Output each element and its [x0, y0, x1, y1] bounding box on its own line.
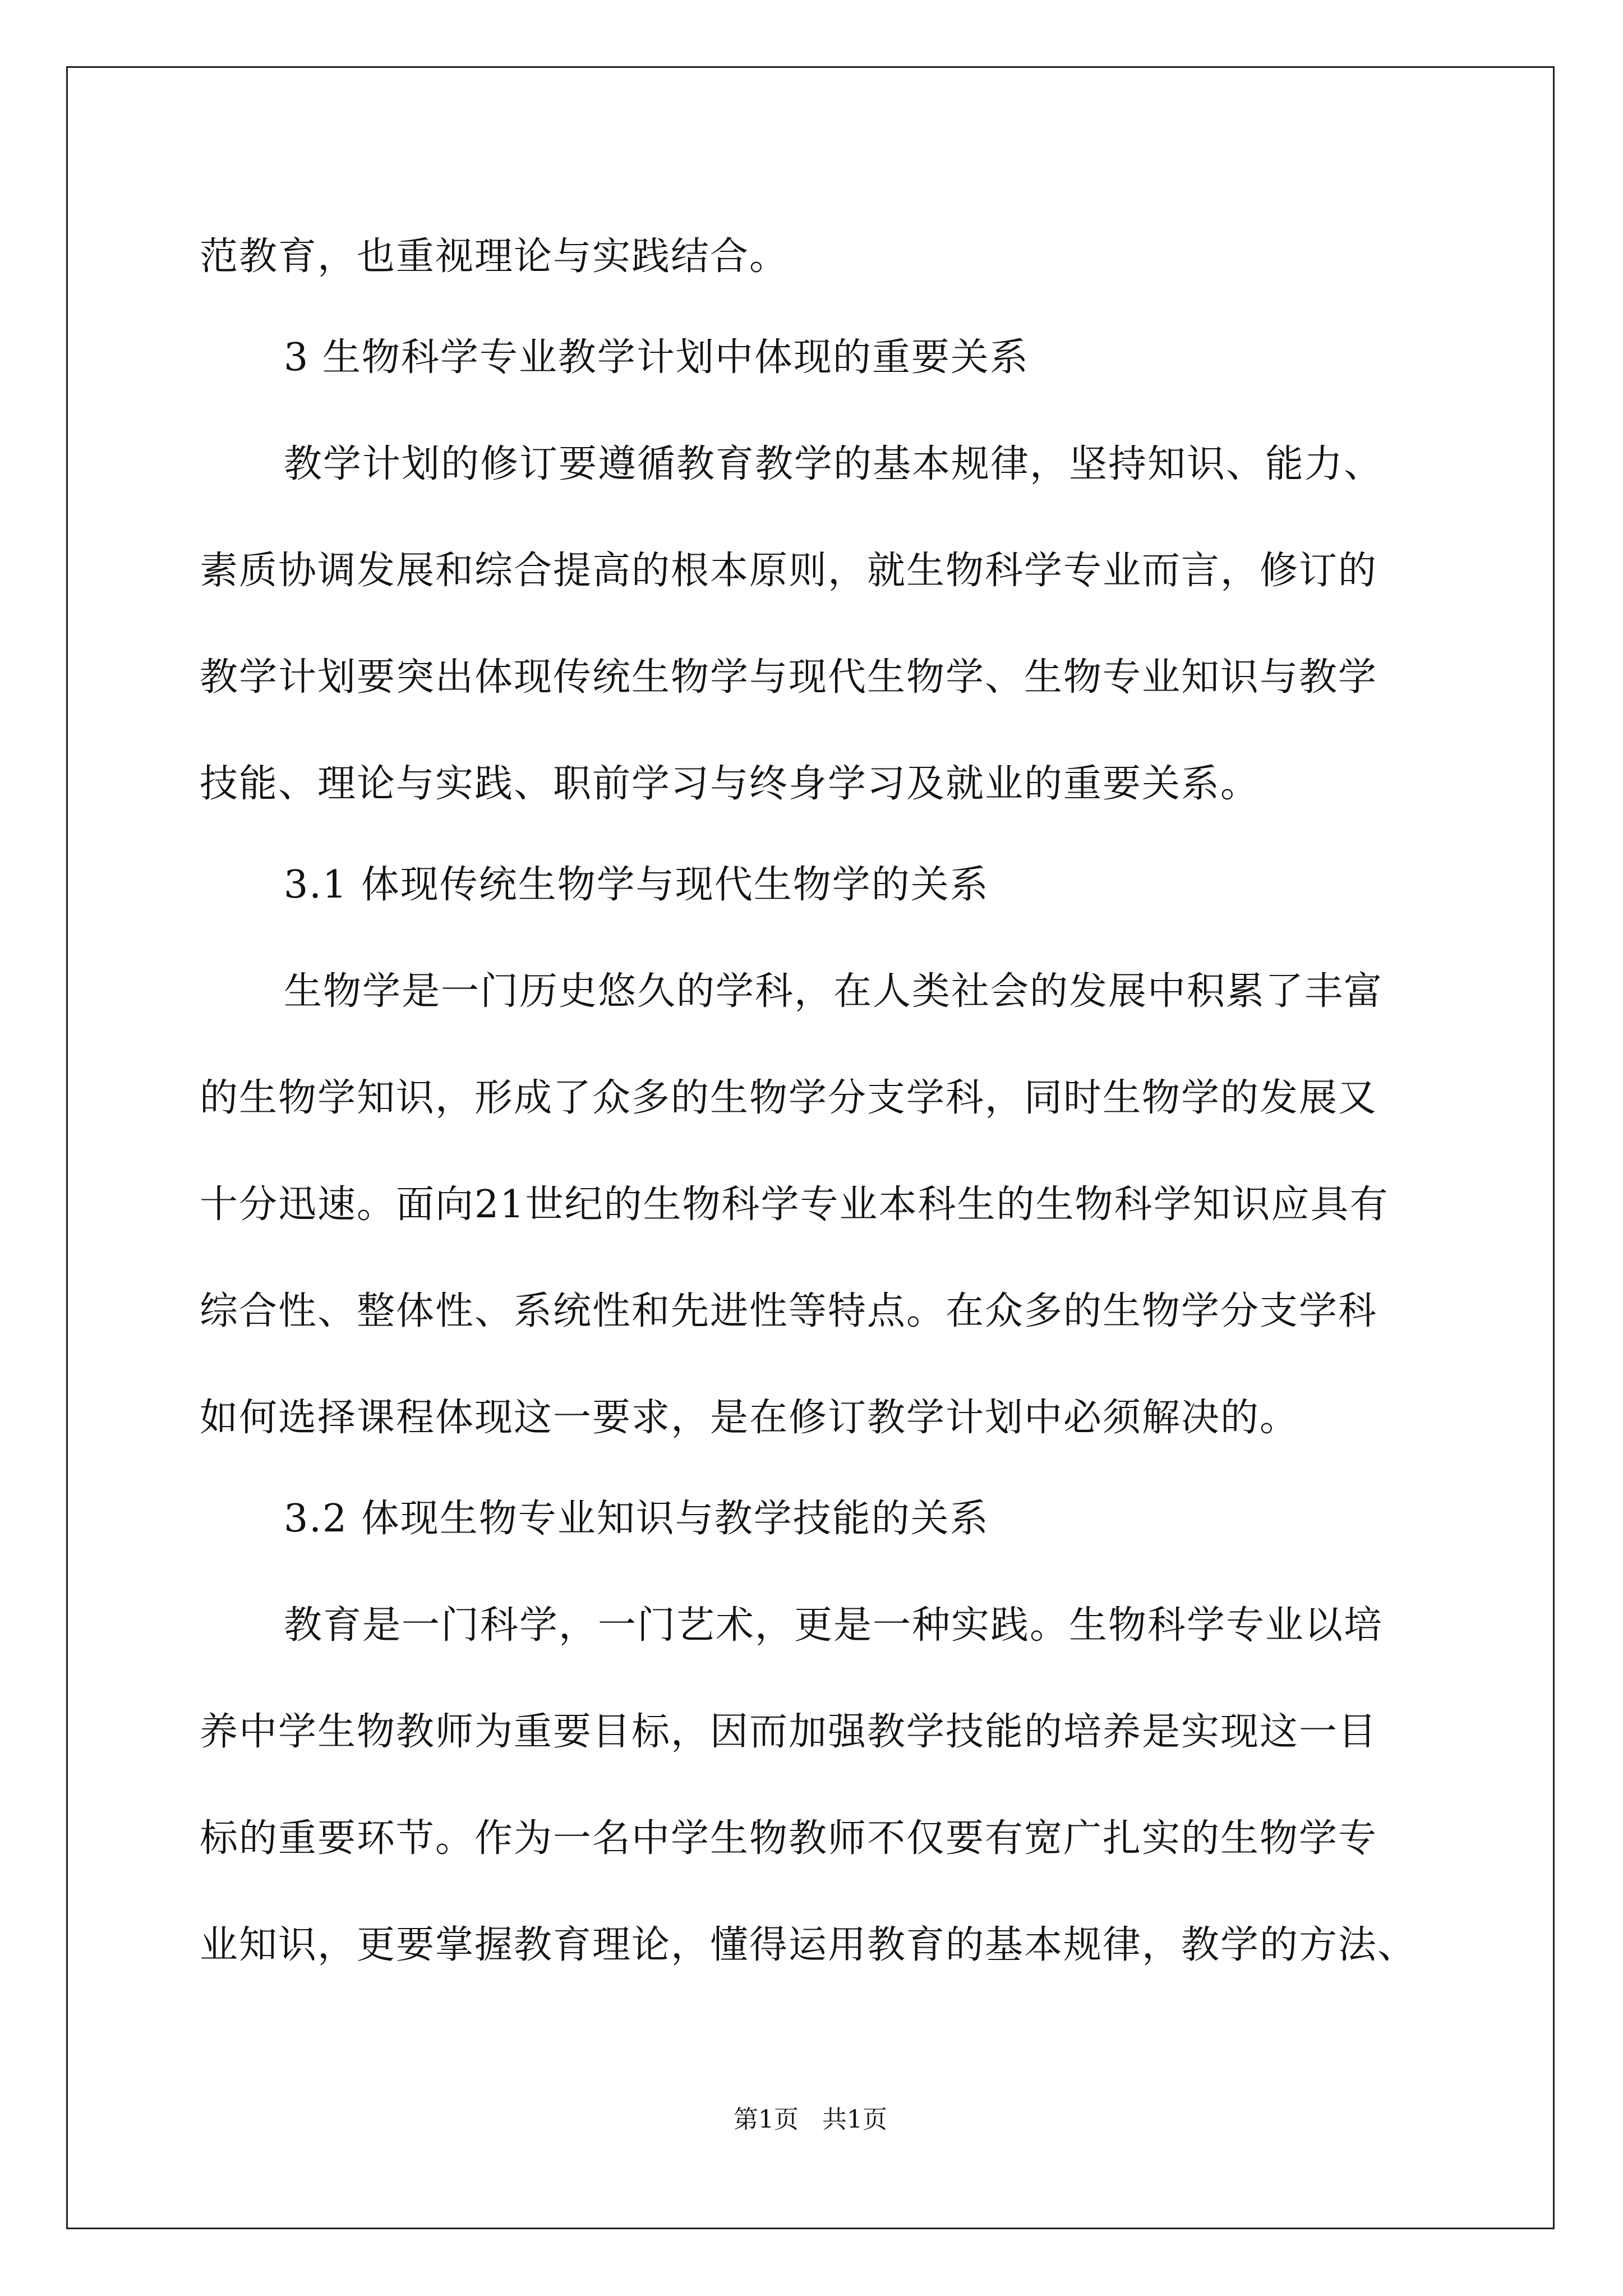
text-line: 素质协调发展和综合提高的根本原则，就生物科学专业而言，修订的: [200, 549, 1378, 593]
text-line: 的生物学知识，形成了众多的生物学分支学科，同时生物学的发展又: [200, 1076, 1378, 1120]
subsection-heading: 3.1 体现传统生物学与现代生物学的关系: [284, 863, 989, 907]
text-line: 养中学生物教师为重要目标，因而加强教学技能的培养是实现这一目: [200, 1710, 1378, 1754]
text-line: 生物学是一门历史悠久的学科，在人类社会的发展中积累了丰富: [284, 969, 1384, 1014]
text-line: 教学计划要突出体现传统生物学与现代生物学、生物专业知识与教学: [200, 655, 1378, 700]
text-line: 十分迅速。面向21世纪的生物科学专业本科生的生物科学知识应具有: [200, 1182, 1389, 1227]
page-footer: [68, 2104, 1553, 2136]
text-line: 业知识，更要掌握教育理论，懂得运用教育的基本规律，教学的方法、: [200, 1923, 1417, 1967]
page-frame: [66, 66, 1555, 2229]
section-heading: 3 生物科学专业教学计划中体现的重要关系: [284, 335, 1029, 380]
text-line: 如何选择课程体现这一要求，是在修订教学计划中必须解决的。: [200, 1396, 1299, 1440]
body-text: [200, 68, 1490, 2031]
page-number: 第1页: [734, 2105, 799, 2134]
subsection-heading: 3.2 体现生物专业知识与教学技能的关系: [284, 1497, 989, 1541]
text-line: 标的重要环节。作为一名中学生物教师不仅要有宽广扎实的生物学专: [200, 1816, 1378, 1861]
page-total: 共1页: [822, 2105, 887, 2134]
text-line: 综合性、整体性、系统性和先进性等特点。在众多的生物学分支学科: [200, 1289, 1378, 1333]
text-line: 教育是一门科学，一门艺术，更是一种实践。生物科学专业以培: [284, 1603, 1384, 1648]
text-line: 教学计划的修订要遵循教育教学的基本规律，坚持知识、能力、: [284, 442, 1384, 486]
text-line: 范教育，也重视理论与实践结合。: [200, 234, 789, 279]
text-line: 技能、理论与实践、职前学习与终身学习及就业的重要关系。: [200, 762, 1260, 806]
